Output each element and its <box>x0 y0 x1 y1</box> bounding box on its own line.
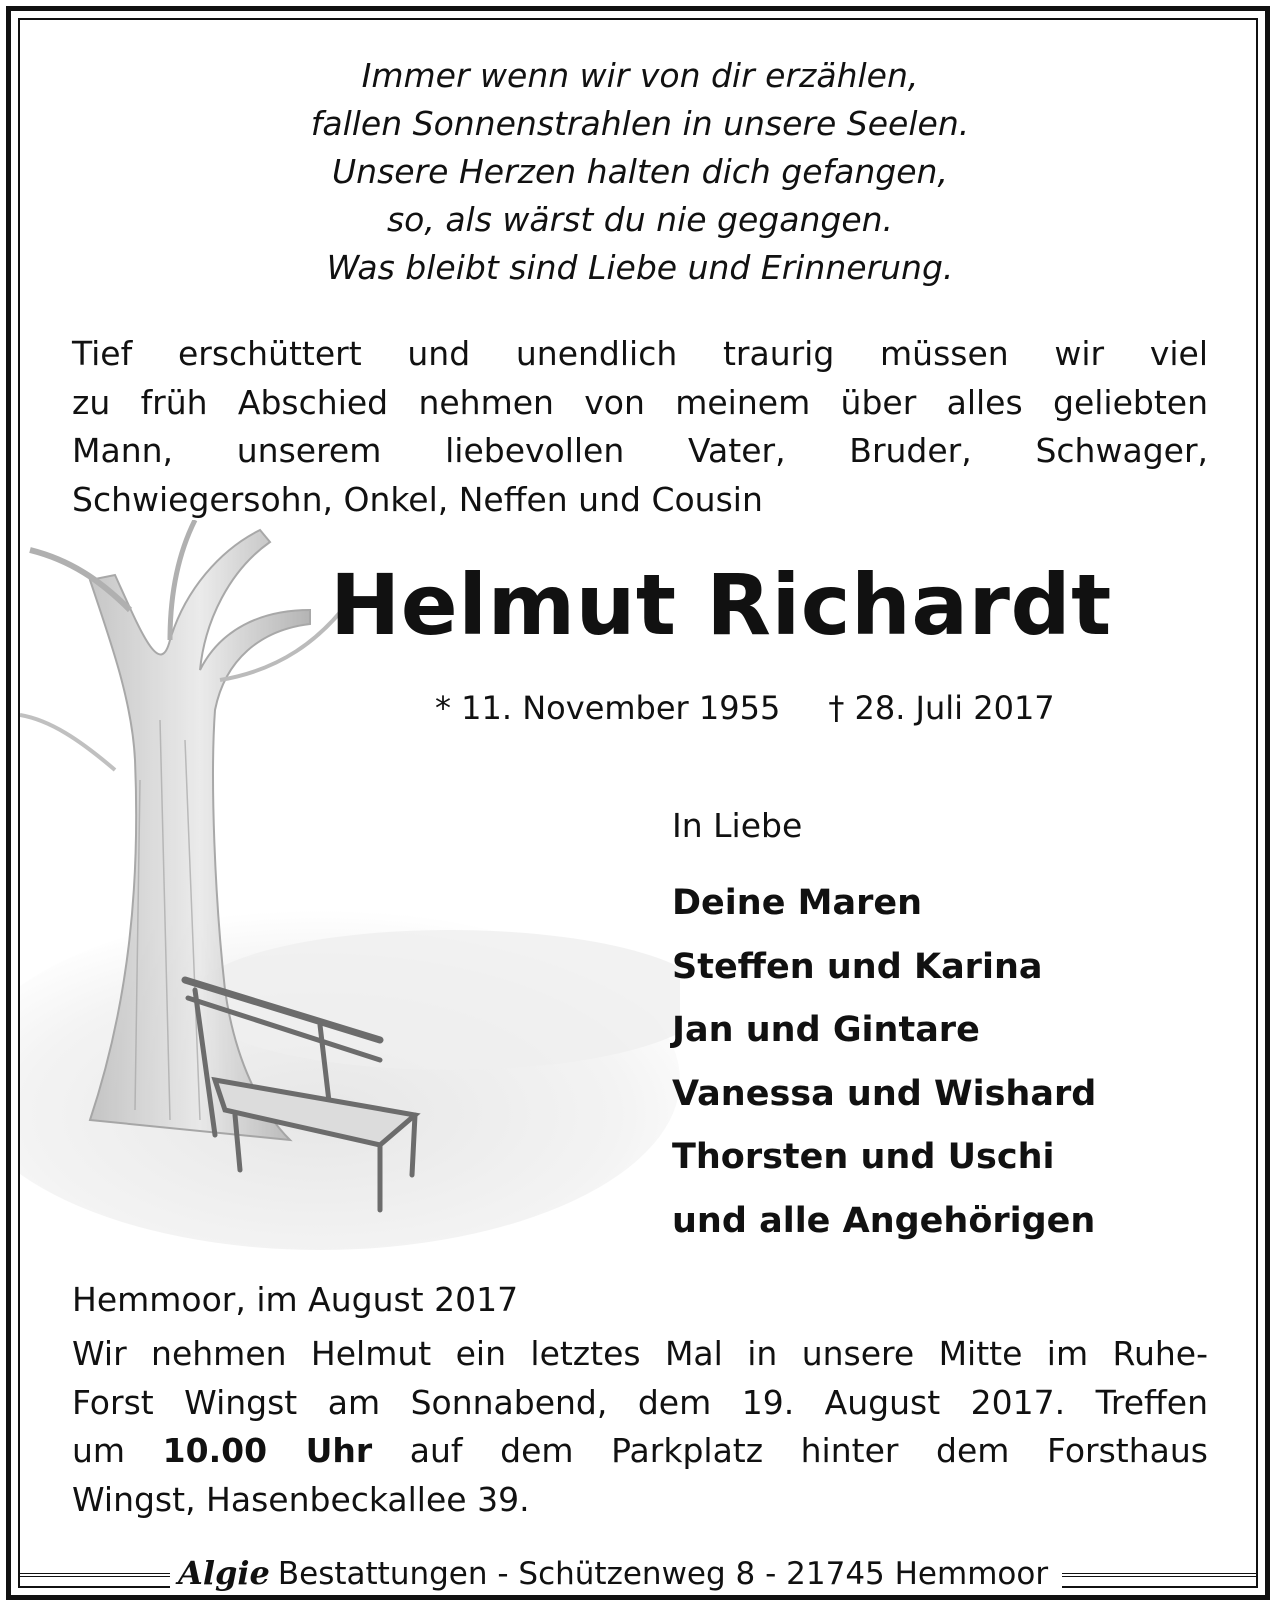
life-dates <box>435 688 1055 728</box>
poem-line: Was bleibt sind Liebe und Erinnerung. <box>326 248 954 287</box>
undertaker-logo: Algie <box>178 1554 270 1592</box>
place-and-date: Hemmoor, im August 2017 <box>72 1280 519 1319</box>
poem-line: fallen Sonnenstrahlen in unsere Seelen. <box>310 104 970 143</box>
mourner-name: Jan und Gintare <box>672 1010 980 1050</box>
poem-line: Unsere Herzen halten dich gefangen, <box>332 152 948 191</box>
mourner-name: Vanessa und Wishard <box>672 1073 1097 1114</box>
announcement-line: Mann, unserem liebevollen Vater, Bruder, Schwager, <box>72 431 1208 470</box>
funeral-line: Wir nehmen Helmut ein letztes Mal in unsere Mitte im Ruhe- <box>72 1334 1208 1373</box>
mourners-intro: In Liebe <box>672 806 803 845</box>
mourner-name: Deine Maren <box>672 883 922 923</box>
deceased-name: Helmut Richardt <box>330 556 1112 654</box>
funeral-time: 10.00 Uhr <box>162 1431 373 1470</box>
announcement-text <box>72 330 1208 524</box>
mourner-name: und alle Angehörigen <box>672 1200 1096 1241</box>
footer-text <box>170 1554 1062 1593</box>
announcement-line: Schwiegersohn, Onkel, Neffen und Cousin <box>72 479 763 519</box>
birth-date: * 11. November 1955 <box>435 689 781 727</box>
announcement-line: Tief erschüttert und unendlich traurig müssen wir viel <box>72 334 1208 373</box>
poem-line: Immer wenn wir von dir erzählen, <box>361 56 919 95</box>
funeral-line: Forst Wingst am Sonnabend, dem 19. August 2017. Treffen <box>72 1382 1208 1422</box>
funeral-line: Wingst, Hasenbeckallee 39. <box>72 1479 530 1519</box>
undertaker-address: Bestattungen - Schützenweg 8 - 21745 Hemmoor <box>277 1556 1049 1592</box>
memorial-poem <box>0 52 1280 292</box>
funeral-text: um <box>72 1431 126 1470</box>
poem-line: so, als wärst du nie gegangen. <box>386 200 894 239</box>
mourner-name: Steffen und Karina <box>672 946 1043 987</box>
death-date: † 28. Juli 2017 <box>828 689 1055 727</box>
funeral-details <box>72 1330 1208 1524</box>
funeral-text: auf dem Parkplatz hinter dem Forsthaus <box>409 1431 1208 1470</box>
footer <box>20 1553 1256 1593</box>
mourners-list <box>672 872 1096 1253</box>
announcement-line: zu früh Abschied nehmen von meinem über alles geliebten <box>72 382 1208 422</box>
mourner-name: Thorsten und Uschi <box>672 1137 1055 1177</box>
funeral-line <box>72 1427 1208 1476</box>
